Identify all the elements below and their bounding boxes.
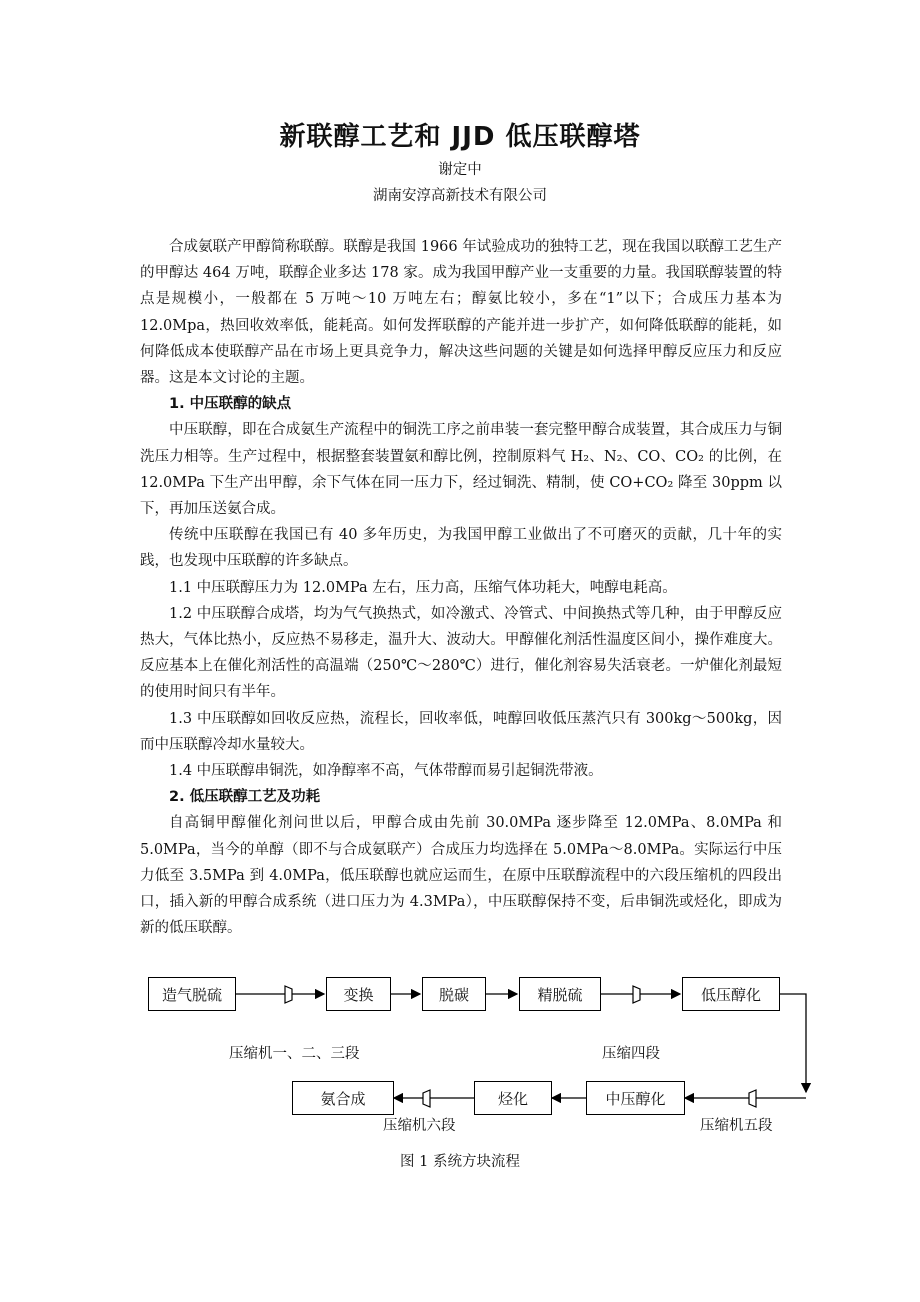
- compressor-icon: [423, 1090, 430, 1107]
- document-title: 新联醇工艺和 JJD 低压联醇塔: [279, 122, 641, 152]
- paragraph: 1.2 中压联醇合成塔，均为气气换热式，如冷激式、冷管式、中间换热式等几种，由于甲醇反应热大，气体比热小，反应热不易移走，温升大、波动大。甲醇催化剂活性温度区间小，操作难度大。反应基本上在催化剂活性的高温端（250℃～280℃）进行，催化剂容易失活衰老。一炉催化剂最短的使用时间只有半年。: [140, 605, 782, 701]
- box-alkylation: 烃化: [474, 1081, 552, 1115]
- flow-arrow: [780, 994, 806, 1092]
- author-affiliation: 湖南安淳高新技术有限公司: [373, 188, 547, 204]
- compressor-icon: [285, 986, 292, 1003]
- article-body: [140, 234, 782, 941]
- paragraph-intro: 合成氨联产甲醇简称联醇。联醇是我国 1966 年试验成功的独特工艺，现在我国以联醇工艺生产的甲醇达 464 万吨，联醇企业多达 178 家。成为我国甲醇产业一支重要的力量。我国联醇装置的特点是规模小，一般都在 5 万吨～10 万吨左右；醇氨比较小，多在“1”以下；合成压力基本为 12.0Mpa，热回收效率低，能耗高。如何发挥联醇的产能并进一步扩产，如何降低联醇的能耗，如何降低成本使联醇产品在市场上更具竞争力，解决这些问题的关键是如何选择甲醇反应压力和反应器。这是本文讨论的主题。: [140, 239, 782, 387]
- label-compressor-stage-5: 压缩机五段: [700, 1118, 773, 1134]
- label-compressor-stage-6: 压缩机六段: [383, 1118, 456, 1134]
- process-flow-diagram: [0, 960, 920, 1180]
- paragraph: 中压联醇，即在合成氨生产流程中的铜洗工序之前串装一套完整甲醇合成装置，其合成压力与铜洗压力相等。生产过程中，根据整套装置氨和醇比例，控制原料气 H₂、N₂、CO、CO₂ 的比例，在 12.0MPa 下生产出甲醇，余下气体在同一压力下，经过铜洗、精制，使 CO+CO₂ 降至 30ppm 以下，再加压送氨合成。: [140, 422, 782, 518]
- paragraph: 传统中压联醇在我国已有 40 多年历史，为我国甲醇工业做出了不可磨灭的贡献，几十年的实践，也发现中压联醇的许多缺点。: [140, 527, 782, 570]
- box-gasification-desulfurization: 造气脱硫: [148, 977, 236, 1011]
- section-heading-2: 2. 低压联醇工艺及功耗: [169, 789, 321, 806]
- compressor-icon: [749, 1090, 756, 1107]
- figure-caption: 图 1 系统方块流程: [400, 1154, 520, 1170]
- paragraph: 1.4 中压联醇串铜洗，如净醇率不高，气体带醇而易引起铜洗带液。: [169, 763, 603, 780]
- box-fine-desulfurization: 精脱硫: [519, 977, 601, 1011]
- compressor-icon: [633, 986, 640, 1003]
- box-decarbonization: 脱碳: [422, 977, 486, 1011]
- section-heading-1: 1. 中压联醇的缺点: [169, 396, 292, 413]
- box-shift-conversion: 变换: [326, 977, 391, 1011]
- box-low-pressure-methanolation: 低压醇化: [682, 977, 780, 1011]
- paragraph: 自高铜甲醇催化剂问世以后，甲醇合成由先前 30.0MPa 逐步降至 12.0MPa、8.0MPa 和 5.0MPa，当今的单醇（即不与合成氨联产）合成压力均选择在 5.0MPa～8.0MPa。实际运行中压力低至 3.5MPa 到 4.0MPa，低压联醇也就应运而生，在原中压联醇流程中的六段压缩机的四段出口，插入新的甲醇合成系统（进口压力为 4.3MPa），中压联醇保持不变，后串铜洗或烃化，即成为新的低压联醇。: [140, 815, 782, 937]
- author-name: 谢定中: [438, 162, 482, 178]
- paragraph: 1.3 中压联醇如回收反应热，流程长，回收率低，吨醇回收低压蒸汽只有 300kg～500kg，因而中压联醇冷却水量较大。: [140, 710, 782, 753]
- label-compressor-stage-4: 压缩四段: [602, 1046, 660, 1062]
- box-ammonia-synthesis: 氨合成: [292, 1081, 394, 1115]
- box-mid-pressure-methanolation: 中压醇化: [586, 1081, 685, 1115]
- paragraph: 1.1 中压联醇压力为 12.0MPa 左右，压力高，压缩气体功耗大，吨醇电耗高。: [169, 579, 677, 596]
- label-compressor-stages-1-3: 压缩机一、二、三段: [229, 1046, 360, 1062]
